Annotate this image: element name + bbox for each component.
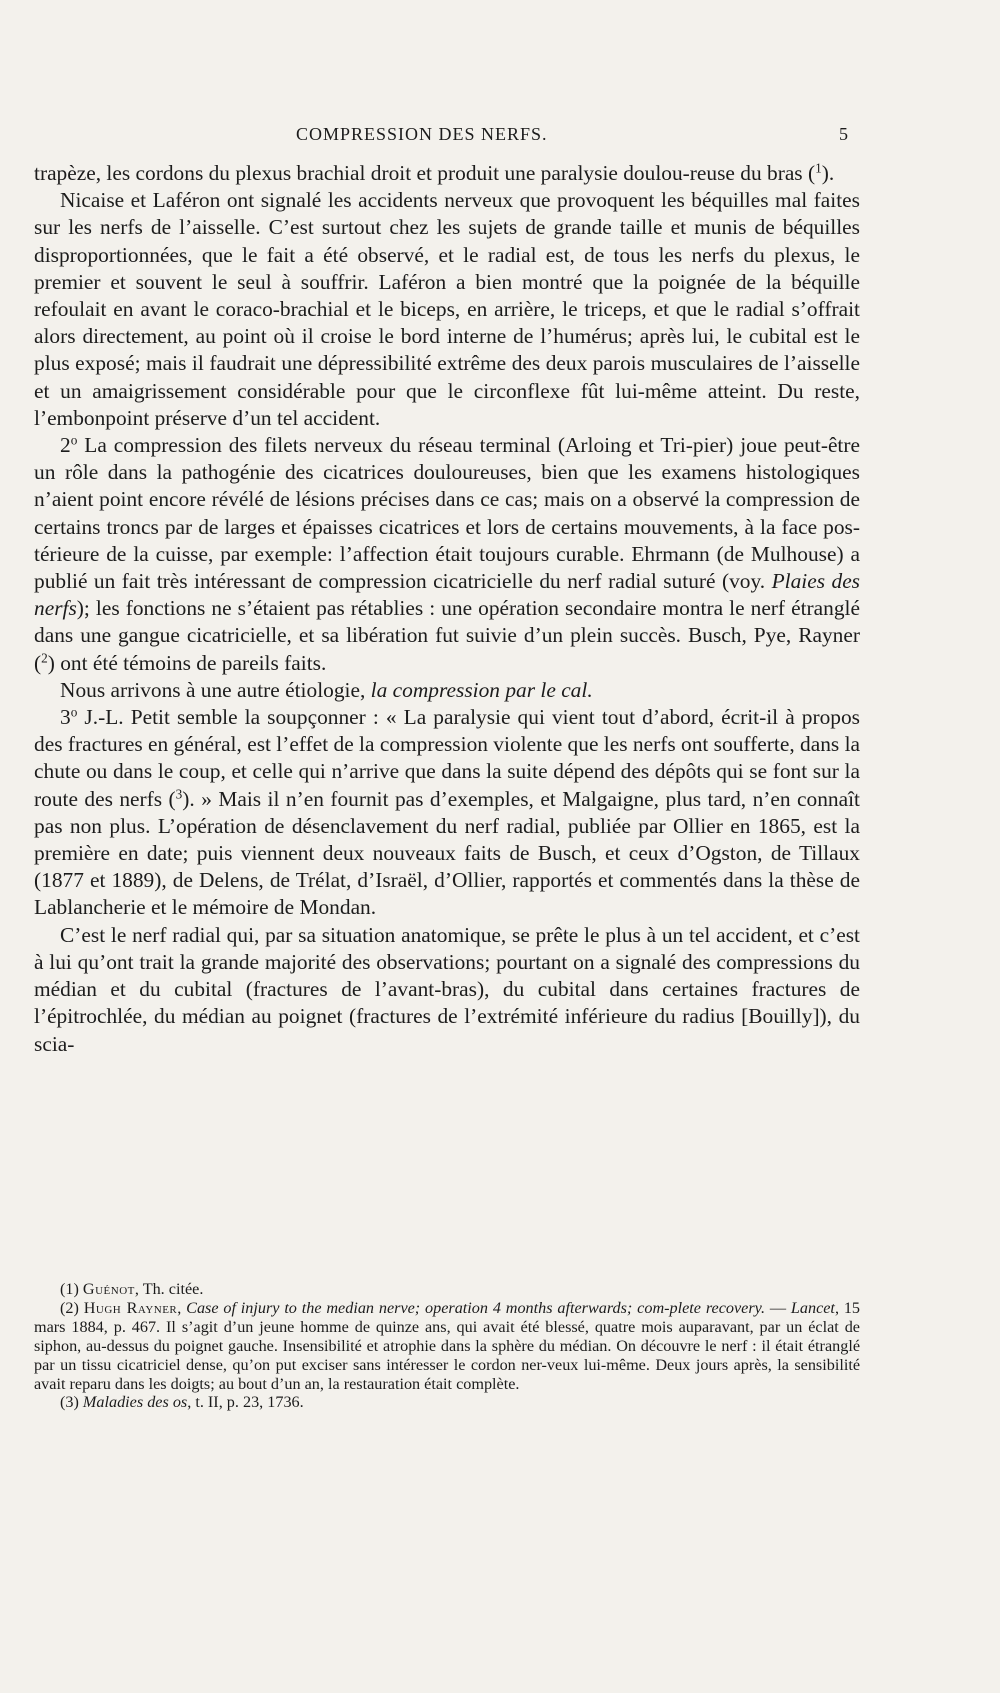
text-run: ). <box>821 161 835 185</box>
italic-journal: Lancet <box>790 1298 835 1317</box>
text-run: — <box>765 1298 791 1317</box>
footnote-author: Guénot <box>82 1280 135 1298</box>
footnote-2 <box>34 1299 860 1394</box>
page-number: 5 <box>839 124 849 144</box>
footnotes <box>34 1280 860 1412</box>
footnote-ref-3: 3 <box>175 786 183 802</box>
footnote-3 <box>34 1393 860 1412</box>
text-run: J.-L. Petit semble la soupçonner : « La paralysie qui vient tout d’abord, écrit-il à propos des fractures en général, est l’effet de la compression violente que les nerfs ont soufferte, dans la chute ou dans le coup, et celle qui n’arrive que dans la suite dépend des dépôts qui se font sur la route des nerfs ( <box>34 705 861 811</box>
footnote-mark: (1) <box>60 1280 79 1298</box>
ordinal-mark: o <box>70 704 78 720</box>
italic-phrase: la compression par le cal. <box>370 677 593 702</box>
text-run: La compression des filets nerveux du réseau terminal (Arloing et Tri-pier) joue peut-être un rôle dans la pathogénie des cicatrices douloureuses, bien que les examens histologiques n’aient point encore révélé de lésions précises dans ce cas; mais on a observé la compression de certains troncs par de larges et épaisses cicatrices et lors de certains mouvements, à la face pos-térieure de la cuisse, par exemple: l’affection était toujours curable. Ehrmann (de Mulhouse) a publié un fait très intéressant de compression cicatricielle du nerf radial suturé (voy. <box>34 433 860 594</box>
text-run: Nous arrivons à une autre étiologie, <box>60 677 371 702</box>
italic-title: Case of injury to the median nerve; operation 4 months afterwards; com-plete recovery. <box>186 1298 765 1317</box>
footnote-mark: (3) <box>60 1393 79 1412</box>
text-run: trapèze, les cordons du plexus brachial droit et produit une paralysie doulou-reuse du bras ( <box>34 161 816 185</box>
paragraph-3 <box>34 432 860 677</box>
footnote-1 <box>34 1280 860 1299</box>
italic-title: Maladies des os <box>82 1393 188 1412</box>
text-run: , 15 mars 1884, p. 467. Il s’agit d’un jeune homme de quinze ans, qui avait été blessé, quatre mois auparavant, par un éclat de siphon, au-dessus du poignet gauche. Insensibilité et atrophie dans la sphère du médian. On découvre le nerf : il était étranglé par un tissu cicatriciel dense, qu’on put exciser sans intéresser le cordon ner-veux lui-même. Deux jours après, la sensibilité avait reparu dans les doigts; au bout d’un an, la restauration était complète. <box>34 1298 861 1393</box>
ordinal-mark: o <box>70 432 78 448</box>
paragraph-2: Nicaise et Laféron ont signalé les accidents nerveux que provoquent les béquilles mal faites sur les nerfs de l’aisselle. C’est surtout chez les sujets de grande taille et munis de béquilles disproportionnées, que le fait a été observé, et le radial est, de tous les nerfs du plexus, le premier et souvent le seul à souffrir. Laféron a bien montré que la poignée de la béquille refoulait en avant le coraco-brachial et le biceps, en arrière, le triceps, et que le radial s’offrait alors directement, au point où il croise le bord interne de l’humérus; après lui, le cubital est le plus exposé; mais il faudrait une dépressibilité extrême des deux parois musculaires de l’aisselle et un amaigrissement considérable pour que le circonflexe fût lui-même atteint. Du reste, l’embonpoint préserve d’un tel accident. <box>34 188 860 430</box>
text-run: , t. II, p. 23, 1736. <box>187 1393 304 1412</box>
italic-ref: Plaies des nerfs <box>34 569 861 621</box>
text-run: , <box>177 1298 187 1317</box>
paragraph-1 <box>34 160 860 187</box>
text-run: ). » Mais il n’en fournit pas d’exemples, et Malgaigne, plus tard, n’en connaît pas non plus. L’opération de désenclavement du nerf radial, publiée par Ollier en 1865, est la première en date; puis viennent deux nouveaux faits de Busch, et ceux d’Ogston, de Tillaux (1877 et 1889), de Delens, de Trélat, d’Israël, d’Ollier, rapportés et commentés dans la thèse de Lablancherie et le mémoire de Mondan. <box>34 786 860 920</box>
footnote-ref-1: 1 <box>815 160 822 176</box>
paragraph-5 <box>34 704 860 922</box>
text-run: , Th. citée. <box>134 1280 204 1298</box>
text-run: 3 <box>60 705 71 730</box>
text-run: 2 <box>60 433 71 458</box>
paragraph-6: C’est le nerf radial qui, par sa situation anatomique, se prête le plus à un tel accident, et c’est à lui qu’ont trait la grande majorité des observations; pourtant on a signalé des compressions du médian et du cubital (fractures de l’avant-bras), du cubital dans certaines fractures de l’épitrochlée, du médian au poignet (fractures de l’extrémité inférieure du radius [Bouilly]), du scia- <box>34 922 860 1056</box>
paragraph-4 <box>34 677 860 704</box>
footnote-ref-2: 2 <box>41 650 48 666</box>
running-title: COMPRESSION DES NERFS. <box>296 124 548 144</box>
main-text <box>34 160 860 1058</box>
text-run: ); les fonctions ne s’étaient pas rétablies : une opération secondaire montra le nerf étranglé dans une gangue cicatricielle, et sa libération fut suivie d’un plein succès. Busch, Pye, Rayner ( <box>34 596 860 675</box>
footnote-mark: (2) <box>60 1298 79 1317</box>
text-run: ) ont été témoins de pareils faits. <box>47 650 327 675</box>
footnote-author: Hugh Rayner <box>83 1298 178 1317</box>
